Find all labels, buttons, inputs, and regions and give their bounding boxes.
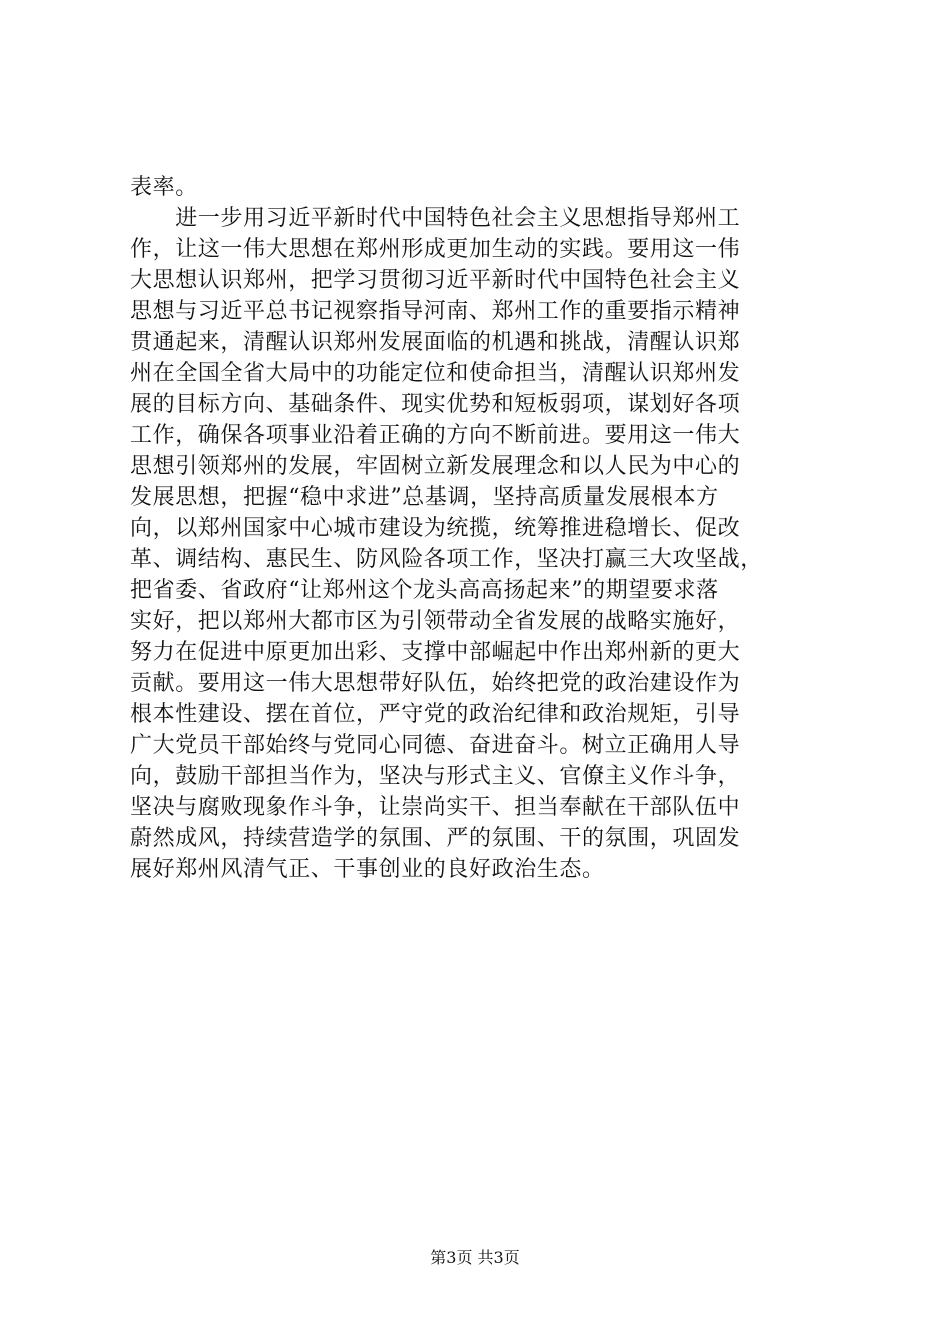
text-line: 展好郑州风清气正、干事创业的良好政治生态。 — [130, 857, 605, 882]
text-line: 作，让这一伟大思想在郑州形成更加生动的实践。要用这一伟 — [130, 237, 741, 262]
text-line: 把省委、省政府“让郑州这个龙头高高扬起来”的期望要求落 — [130, 578, 719, 603]
text-line: 贯通起来，清醒认识郑州发展面临的机遇和挑战，清醒认识郑 — [130, 330, 741, 355]
text-line: 表率。 — [130, 175, 198, 200]
text-line: 思想引领郑州的发展，牢固树立新发展理念和以人民为中心的 — [130, 454, 741, 479]
text-line: 坚决与腐败现象作斗争，让崇尚实干、担当奉献在干部队伍中 — [130, 795, 741, 820]
body-text — [130, 172, 830, 885]
text-line: 实好，把以郑州大都市区为引领带动全省发展的战略实施好， — [130, 609, 741, 634]
text-line: 大思想认识郑州，把学习贯彻习近平新时代中国特色社会主义 — [130, 268, 741, 293]
text-line: 思想与习近平总书记视察指导河南、郑州工作的重要指示精神 — [130, 299, 741, 324]
text-line: 蔚然成风，持续营造学的氛围、严的氛围、干的氛围，巩固发 — [130, 826, 741, 851]
text-line: 广大党员干部始终与党同心同德、奋进奋斗。树立正确用人导 — [130, 733, 741, 758]
text-line: 根本性建设、摆在首位，严守党的政治纪律和政治规矩，引导 — [130, 702, 741, 727]
text-line: 工作，确保各项事业沿着正确的方向不断前进。要用这一伟大 — [130, 423, 741, 448]
text-line: 努力在促进中原更加出彩、支撑中部崛起中作出郑州新的更大 — [130, 640, 741, 665]
page-footer — [0, 1248, 950, 1268]
text-line: 展的目标方向、基础条件、现实优势和短板弱项，谋划好各项 — [130, 392, 741, 417]
text-line: 贡献。要用这一伟大思想带好队伍，始终把党的政治建设作为 — [130, 671, 741, 696]
text-line: 州在全国全省大局中的功能定位和使命担当，清醒认识郑州发 — [130, 361, 741, 386]
text-line: 革、调结构、惠民生、防风险各项工作，坚决打赢三大攻坚战， — [130, 547, 763, 572]
text-line: 向，鼓励干部担当作为，坚决与形式主义、官僚主义作斗争， — [130, 764, 741, 789]
page-number: 第3页 共3页 — [430, 1248, 520, 1267]
text-line: 进一步用习近平新时代中国特色社会主义思想指导郑州工 — [130, 206, 741, 231]
text-line: 向，以郑州国家中心城市建设为统揽，统筹推进稳增长、促改 — [130, 516, 741, 541]
text-line: 发展思想，把握“稳中求进”总基调，坚持高质量发展根本方 — [130, 485, 719, 510]
